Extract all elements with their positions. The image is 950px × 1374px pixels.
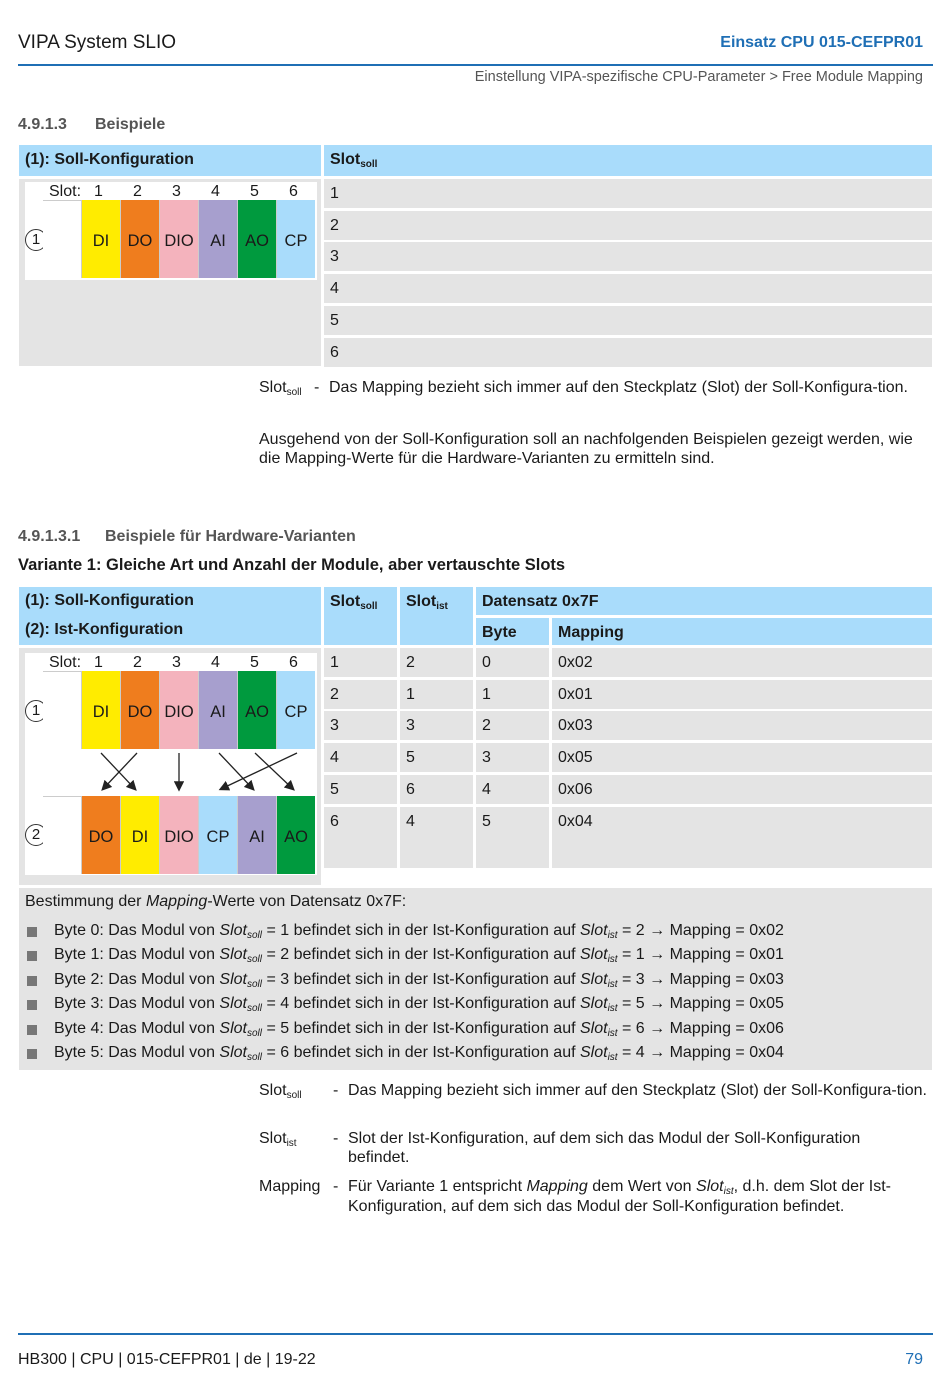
module-ai: AI (198, 200, 237, 278)
def-dash: - (333, 1082, 339, 1099)
cell-mapping: 0x02 (552, 648, 932, 677)
intro-b: -Werte von Datensatz 0x7F: (207, 893, 407, 910)
cell-mapping: 0x06 (552, 775, 932, 804)
col-slot-soll-sub: soll (360, 601, 378, 612)
determination-intro (25, 893, 406, 911)
def-dash: - (333, 1130, 339, 1147)
module-ai: AI (198, 671, 237, 749)
module-base (43, 796, 81, 874)
def-term (259, 1081, 302, 1100)
list-item: Byte 5: Das Modul von Slot$_{soll}$ = 6 befindet sich in der Ist-Konfiguration auf Slot$_{ist}$ = 4 → Mapping = 0x04 (54, 1044, 784, 1063)
table1-row: 5 (324, 306, 932, 335)
slot-number: 4 (211, 183, 220, 200)
t: Für Variante 1 entspricht (348, 1178, 527, 1195)
module-do: DO (120, 671, 159, 749)
cell-mapping: 0x03 (552, 711, 932, 740)
bullet-icon (27, 927, 37, 937)
slot-number: 2 (133, 183, 142, 200)
table1-header-left: (1): Soll-Konfiguration (19, 145, 321, 176)
t: , d.h. dem Slot der Ist-Konfiguration, auf dem sich das Modul der Soll-Konfiguration befindet. (348, 1178, 891, 1215)
cell-mapping: 0x04 (552, 807, 932, 868)
intro-a: Bestimmung der (25, 893, 146, 910)
cell-byte: 2 (476, 711, 549, 740)
table1-row: 1 (324, 179, 932, 208)
chapter-title: Einsatz CPU 015-CEFPR01 (720, 34, 923, 51)
mapping-arrows (25, 749, 317, 797)
soll-config-diagram (25, 182, 317, 280)
header-rule (18, 64, 933, 66)
table1-row: 6 (324, 338, 932, 367)
header-soll: (1): Soll-Konfiguration (25, 592, 194, 609)
def-term (259, 378, 302, 397)
cell-soll: 2 (324, 680, 397, 709)
cell-ist: 2 (400, 648, 473, 677)
subsection-title: Beispiele für Hardware-Varianten (105, 528, 356, 545)
module-ao: AO (237, 200, 276, 278)
cell-soll: 1 (324, 648, 397, 677)
slot-number: 1 (94, 183, 103, 200)
slot-label: Slot (330, 151, 361, 168)
def-dash: - (314, 379, 320, 396)
module-di: DI (81, 671, 120, 749)
config-marker-1: 1 (25, 700, 47, 722)
module-cp: CP (198, 796, 237, 874)
cell-byte: 3 (476, 743, 549, 772)
cell-ist: 5 (400, 743, 473, 772)
module-ao: AO (276, 796, 315, 874)
subsection-number: 4.9.1.3.1 (18, 528, 81, 545)
cell-soll: 5 (324, 775, 397, 804)
arrow-line (221, 753, 297, 789)
col-slot-label: Slot (330, 593, 361, 610)
module-base (43, 200, 81, 278)
slot-number: 2 (133, 654, 142, 671)
variant-title: Variante 1: Gleiche Art und Anzahl der Module, aber vertauschte Slots (18, 556, 566, 574)
slot-number: 4 (211, 654, 220, 671)
header-ist: (2): Ist-Konfiguration (25, 621, 184, 638)
def-term-text: Slot (259, 379, 287, 396)
slot-number: 6 (289, 183, 298, 200)
bullet-icon (27, 1025, 37, 1035)
bullet-icon (27, 976, 37, 986)
cell-ist: 1 (400, 680, 473, 709)
def-term-text: Slot (259, 1082, 287, 1099)
table1-row: 4 (324, 274, 932, 303)
module-ao: AO (237, 671, 276, 749)
bullet-icon (27, 1049, 37, 1059)
list-item: Byte 3: Das Modul von Slot$_{soll}$ = 4 befindet sich in der Ist-Konfiguration auf Slot$_{ist}$ = 5 → Mapping = 0x05 (54, 995, 784, 1015)
cell-ist: 4 (400, 807, 473, 868)
list-item: Byte 0: Das Modul von Slot$_{soll}$ = 1 befindet sich in der Ist-Konfiguration auf Slot$_{ist}$ = 2 → Mapping = 0x02 (54, 922, 784, 941)
col-slot-label: Slot (406, 593, 437, 610)
cell-byte: 4 (476, 775, 549, 804)
slot-number: 5 (250, 654, 259, 671)
table1-header-right (324, 145, 932, 176)
document-title: VIPA System SLIO (18, 32, 177, 53)
col-slot-soll (324, 587, 397, 645)
module-di: DI (81, 200, 120, 278)
cell-soll: 4 (324, 743, 397, 772)
arrow-line (101, 753, 135, 789)
slot-sub: soll (360, 159, 378, 170)
intro-em: Mapping (145, 893, 208, 910)
cell-mapping: 0x05 (552, 743, 932, 772)
intro-paragraph: Ausgehend von der Soll-Konfiguration soll an nachfolgenden Beispielen gezeigt werden, wie die Mapping-Werte für die Hardware-Varianten zu ermitteln sind. (259, 431, 913, 467)
list-item: Byte 1: Das Modul von Slot$_{soll}$ = 2 befindet sich in der Ist-Konfiguration auf Slot$_{ist}$ = 1 → Mapping = 0x01 (54, 946, 784, 966)
config-marker-1: 1 (25, 229, 47, 251)
def-term-sub: soll (286, 387, 302, 398)
config-marker-2: 2 (25, 824, 47, 846)
def-text: Das Mapping bezieht sich immer auf den Steckplatz (Slot) der Soll-Konfigura-tion. (329, 379, 908, 396)
def-text: Das Mapping bezieht sich immer auf den Steckplatz (Slot) der Soll-Konfigura-tion. (348, 1082, 927, 1099)
section-heading (18, 116, 165, 134)
soll-ist-diagram (25, 653, 317, 875)
arrow-line (255, 753, 293, 789)
module-cp: CP (276, 200, 315, 278)
arrow-line (103, 753, 137, 789)
def-term (259, 1129, 297, 1148)
module-ai: AI (237, 796, 276, 874)
arrow-line (219, 753, 253, 789)
list-item: Byte 4: Das Modul von Slot$_{soll}$ = 5 befindet sich in der Ist-Konfiguration auf Slot$_{ist}$ = 6 → Mapping = 0x06 (54, 1019, 784, 1039)
module-di: DI (120, 796, 159, 874)
t-em: Mapping (526, 1178, 588, 1195)
section-title: Beispiele (95, 116, 166, 133)
def-dash: - (333, 1178, 339, 1195)
col-mapping: Mapping (552, 618, 932, 645)
footer-doc-id: HB300 | CPU | 015-CEFPR01 | de | 19-22 (18, 1351, 316, 1368)
list-item: Byte 2: Das Modul von Slot$_{soll}$ = 3 befindet sich in der Ist-Konfiguration auf Slot$_{ist}$ = 3 → Mapping = 0x03 (54, 970, 784, 990)
def-term-sub: soll (286, 1090, 302, 1101)
slot-number: 3 (172, 183, 181, 200)
cell-byte: 1 (476, 680, 549, 709)
slot-label: Slot: (49, 183, 82, 200)
subsection-heading (18, 528, 356, 546)
col-slot-ist (400, 587, 473, 645)
table1-row: 2 (324, 211, 932, 240)
footer-rule (18, 1333, 933, 1335)
bullet-icon (27, 1000, 37, 1010)
slot-number: 6 (289, 654, 298, 671)
col-slot-ist-sub: ist (436, 601, 448, 612)
table1-row: 3 (324, 242, 932, 271)
col-byte: Byte (476, 618, 549, 645)
slot-number: 1 (94, 654, 103, 671)
def-term-text: Slot (259, 1130, 287, 1147)
col-datensatz: Datensatz 0x7F (476, 587, 932, 615)
cell-ist: 6 (400, 775, 473, 804)
slot-number: 5 (250, 183, 259, 200)
slot-label: Slot: (49, 654, 82, 671)
t: dem Wert von (587, 1178, 697, 1195)
t-em2-sub: ist (723, 1186, 734, 1197)
t-em (696, 1178, 734, 1195)
def-term-sub: ist (286, 1138, 297, 1149)
cell-byte: 5 (476, 807, 549, 868)
module-dio: DIO (159, 200, 198, 278)
page-number: 79 (905, 1351, 923, 1368)
t-em2: Slot (696, 1178, 724, 1195)
cell-mapping: 0x01 (552, 680, 932, 709)
slot-number: 3 (172, 654, 181, 671)
def-term: Mapping (259, 1178, 321, 1195)
cell-soll: 3 (324, 711, 397, 740)
def-text: Slot der Ist-Konfiguration, auf dem sich das Modul der Soll-Konfiguration befindet. (348, 1130, 861, 1166)
section-number: 4.9.1.3 (18, 116, 67, 133)
module-base (43, 671, 81, 749)
module-cp: CP (276, 671, 315, 749)
module-dio: DIO (159, 671, 198, 749)
def-text (348, 1177, 933, 1217)
module-do: DO (120, 200, 159, 278)
cell-soll: 6 (324, 807, 397, 868)
table2-header-configs (19, 587, 321, 645)
module-do: DO (81, 796, 120, 874)
cell-byte: 0 (476, 648, 549, 677)
cell-ist: 3 (400, 711, 473, 740)
breadcrumb: Einstellung VIPA-spezifische CPU-Parameter > Free Module Mapping (474, 69, 923, 85)
bullet-icon (27, 951, 37, 961)
module-dio: DIO (159, 796, 198, 874)
